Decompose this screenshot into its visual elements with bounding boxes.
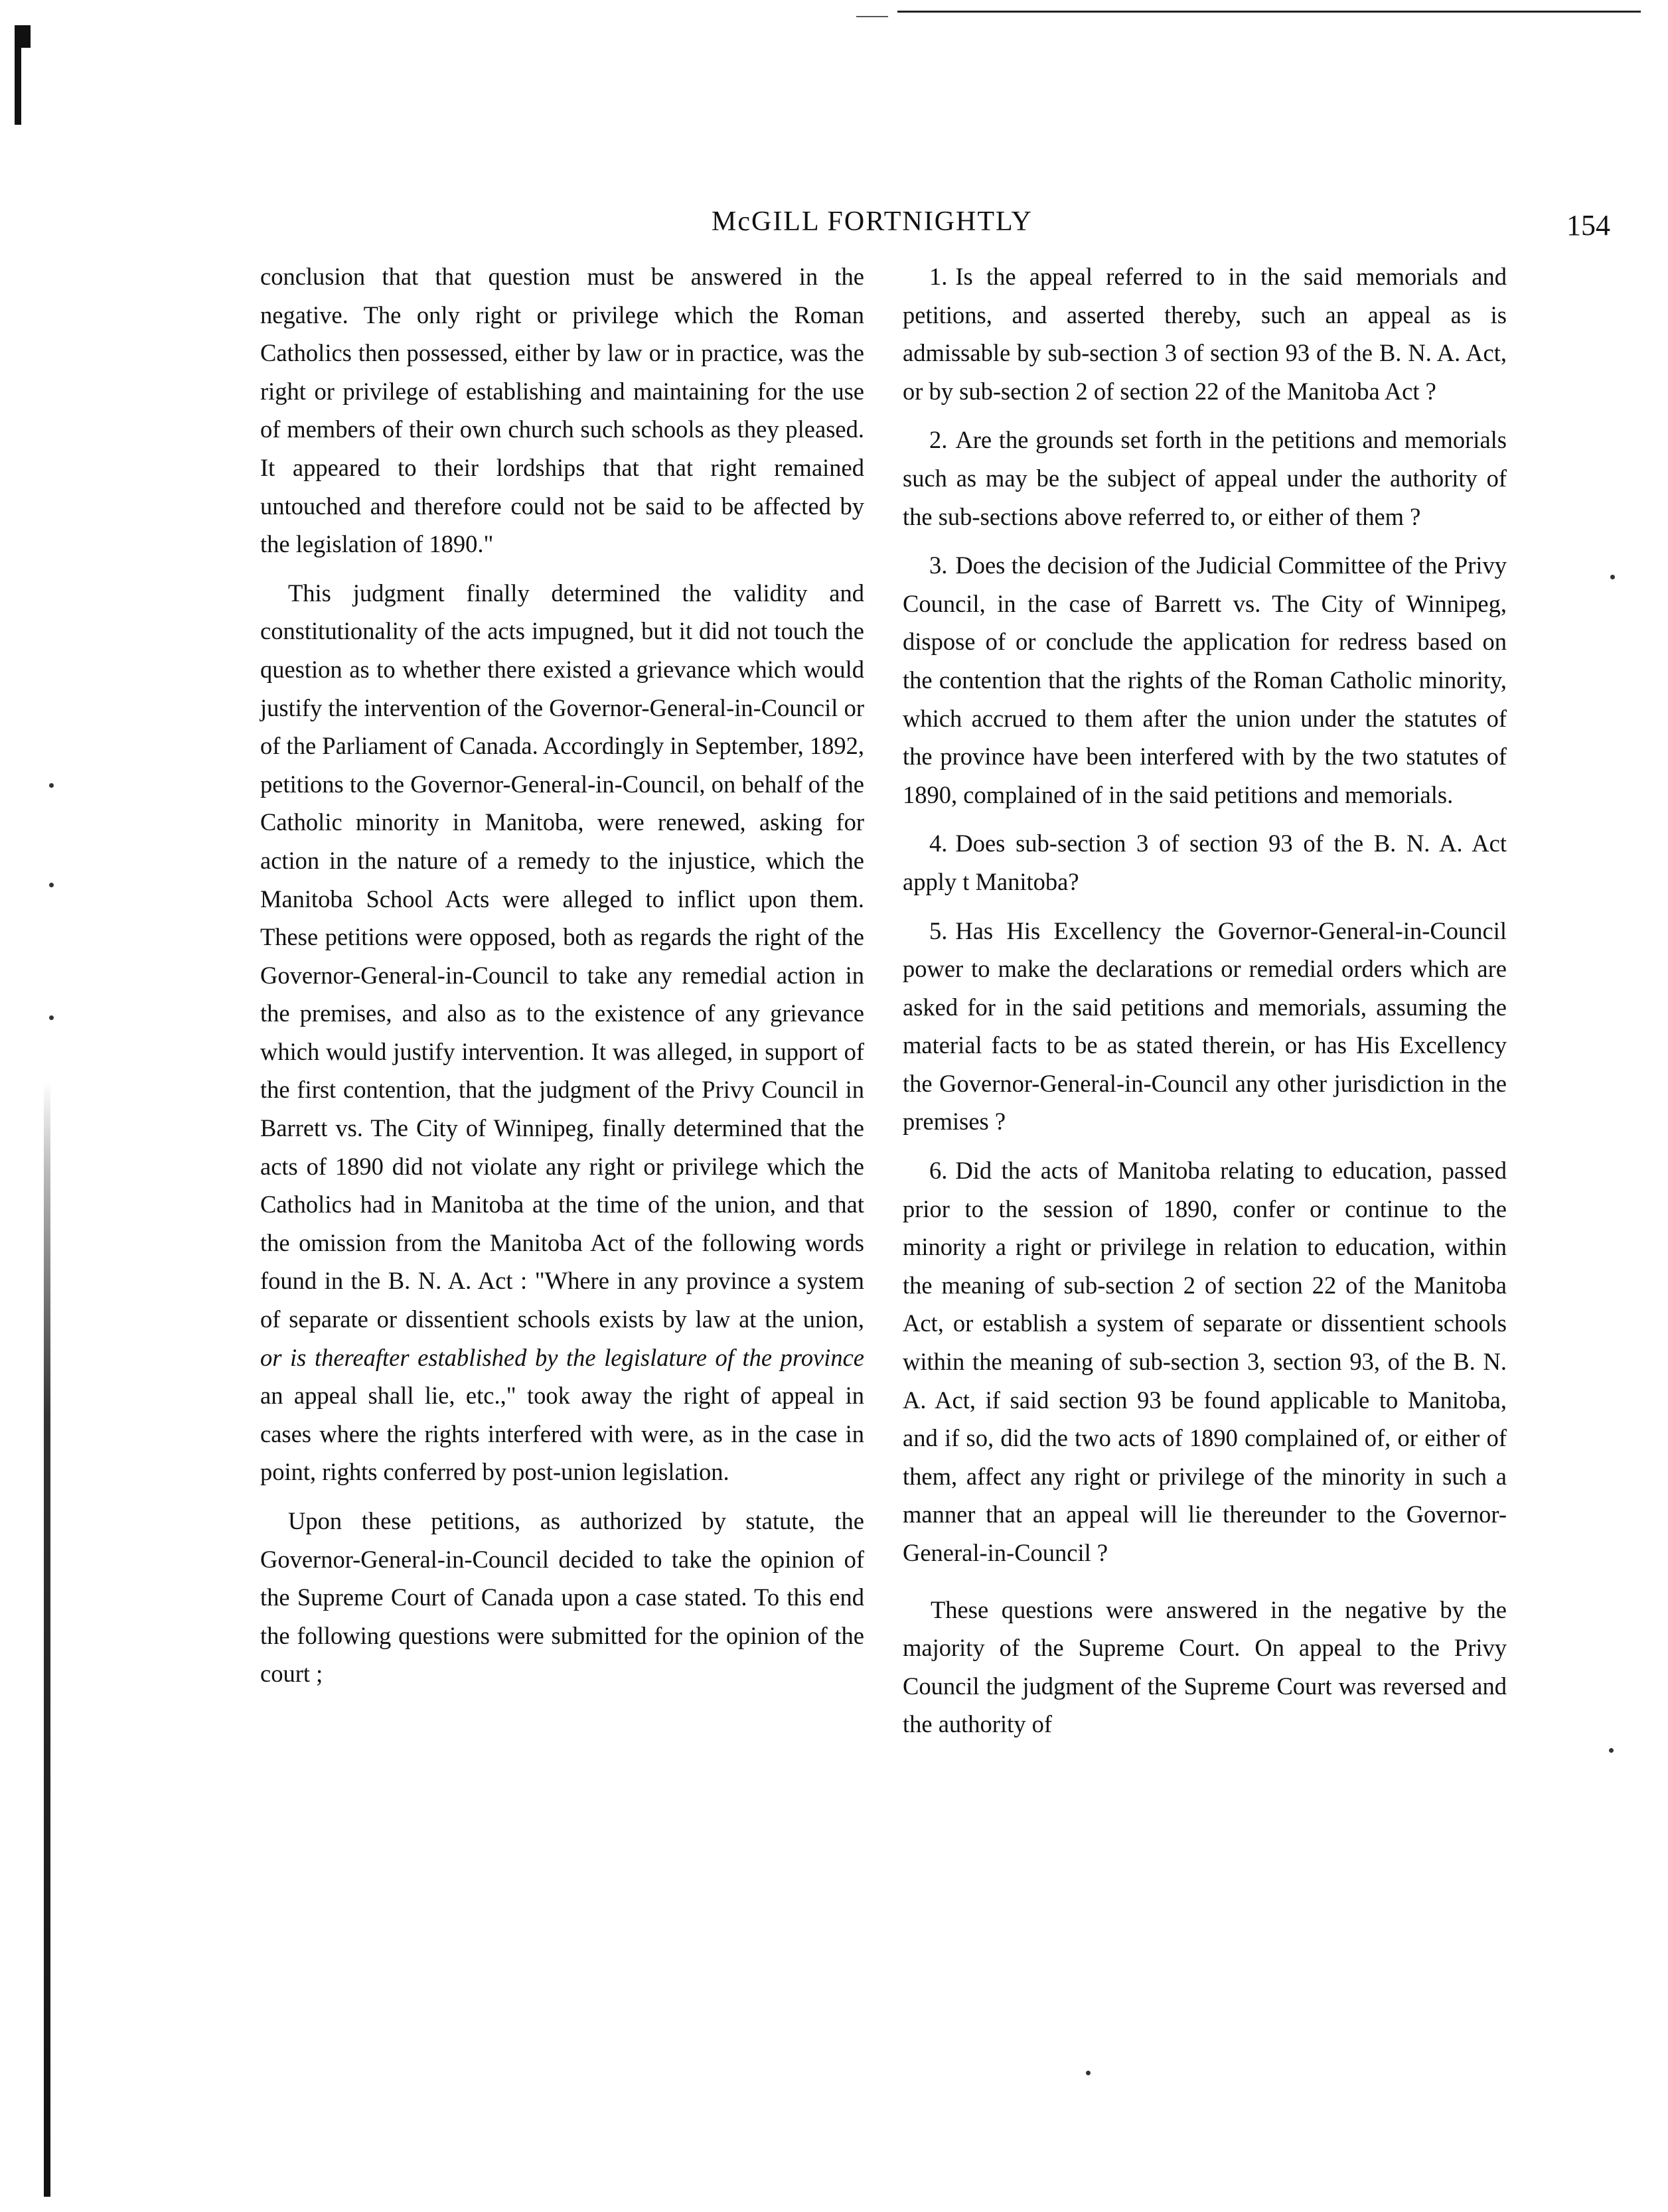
- left-paragraph-2-tail: took away the right of appeal in cases where the rights interfered with were, as in the case in point, rights conferred by post-union legislation.: [260, 1382, 865, 1486]
- running-head-title: McGILL FORTNIGHTLY: [712, 206, 1033, 237]
- left-paragraph-3: Upon these petitions, as authorized by statute, the Governor-General-in-Council decided to take the opinion of the Supreme Court of Canada upon a case stated. To this end the following questions were submitted for the opinion of the court ;: [260, 1507, 864, 1688]
- scan-speck: [1610, 575, 1615, 579]
- question-number: 6.: [929, 1157, 948, 1185]
- question-text: Has His Excellency the Governor-General-in-Council power to make the declarations or remedial orders which are asked for in the said petitions and memorials, assuming the material facts to be as stated therein, or has His Excellency the Governor-General-in-Council any other jurisdiction in the premises ?: [903, 917, 1507, 1136]
- question-text: Does sub-section 3 of section 93 of the B. N. A. Act apply t Manitoba?: [903, 830, 1507, 895]
- question-number: 2.: [929, 426, 948, 454]
- closing-paragraph: These questions were answered in the negative by the majority of the Supreme Court. On appeal to the Privy Council the judgment of the Supreme Court was reversed and the authority of: [903, 1595, 1507, 1738]
- scan-speck: [49, 783, 54, 788]
- scan-corner-mark-tab: [15, 25, 31, 48]
- question-number: 1.: [929, 263, 948, 290]
- left-column: [260, 258, 864, 1704]
- act-quote-start: "Where in any province a system of separate or dissentient schools exists by law at the union,: [260, 1267, 865, 1333]
- page-number: 154: [1566, 209, 1610, 242]
- scan-speck: [1609, 1748, 1614, 1753]
- left-paragraph-2-body: This judgment finally determined the validity and constitutionality of the acts impugned, but it did not touch the question as to whether there existed a grievance which would justify the intervention of the Governor-General-in-Council or of the Parliament of Canada. Accordingly in September, 1892, petitions to the Governor-General-in-Council, on behalf of the Catholic minority in Manitoba, were renewed, asking for action in the nature of a remedy to the injustice, which the Manitoba School Acts were alleged to inflict upon them. These petitions were opposed, both as regards the right of the Governor-General-in-Council to take any remedial action in the premises, and also as to the existence of any grievance which would justify intervention. It was alleged, in support of the first contention, that the judgment of the Privy Council in Barrett vs. The City of Winnipeg, finally determined that the acts of 1890 did not violate any right or privilege which the Catholics had in Manitoba at the time of the union, and that the omission from the Manitoba Act of the following words found in the B. N. A. Act :: [260, 579, 864, 1295]
- question-number: 3.: [929, 552, 948, 579]
- page-binding-edge: [44, 1082, 50, 2197]
- question-text: Did the acts of Manitoba relating to education, passed prior to the session of 1890, confer or continue to the minority a right or privilege in relation to education, within the meaning of sub-section 2 of section 22 of the Manitoba Act, or establish a system of separate or dissentient schools within the meaning of sub-section 3, section 93, of the B. N. A. Act, if said section 93 be found applicable to Manitoba, and if so, did the two acts of 1890 complained of, or either of them, affect any right or privilege of the minority in such a manner that an appeal will lie thereunder to the Governor-General-in-Council ?: [903, 1157, 1507, 1566]
- left-paragraph-1: conclusion that that question must be answered in the negative. The only right or privilege which the Roman Catholics then possessed, either by law or in practice, was the right or privilege of establishing and maintaining for the use of members of their own church such schools as they pleased. It appeared to their lordships that that right remained untouched and therefore could not be said to be affected by the legislation of 1890.": [260, 263, 864, 558]
- question-number: 5.: [929, 917, 948, 944]
- question-text: Is the appeal referred to in the said memorials and petitions, and asserted thereby, such an appeal as is admissable by sub-section 3 of section 93 of the B. N. A. Act, or by sub-section 2 of section 22 of the Manitoba Act ?: [903, 263, 1507, 405]
- right-column: [903, 258, 1507, 1754]
- act-quote-italic: or is thereafter established by the legislature of the province: [260, 1343, 864, 1371]
- question-text: Are the grounds set forth in the petitions and memorials such as may be the subject of appeal under the authority of the sub-sections above referred to, or either of them ?: [903, 426, 1507, 530]
- act-quote-end: an appeal shall lie, etc.,": [260, 1382, 516, 1410]
- page-top-rule: [897, 11, 1641, 13]
- question-item: [903, 824, 1507, 901]
- question-item: [903, 421, 1507, 536]
- left-paragraph-2: [260, 574, 864, 1491]
- scan-edge-mark: [856, 16, 888, 17]
- scan-speck: [49, 883, 54, 887]
- scan-speck: [49, 1015, 54, 1020]
- question-item: [903, 258, 1507, 410]
- question-number: 4.: [929, 830, 948, 857]
- question-item: [903, 546, 1507, 814]
- question-item: [903, 1151, 1507, 1572]
- scan-speck: [1086, 2071, 1091, 2075]
- question-item: [903, 912, 1507, 1142]
- question-text: Does the decision of the Judicial Committee of the Privy Council, in the case of Barrett vs. The City of Winnipeg, dispose of or conclude the application for redress based on the contention that the rights of the Roman Catholic minority, which accrued to them after the union under the statutes of the province have been interfered with by the two statutes of 1890, complained of in the said petitions and memorials.: [903, 552, 1507, 808]
